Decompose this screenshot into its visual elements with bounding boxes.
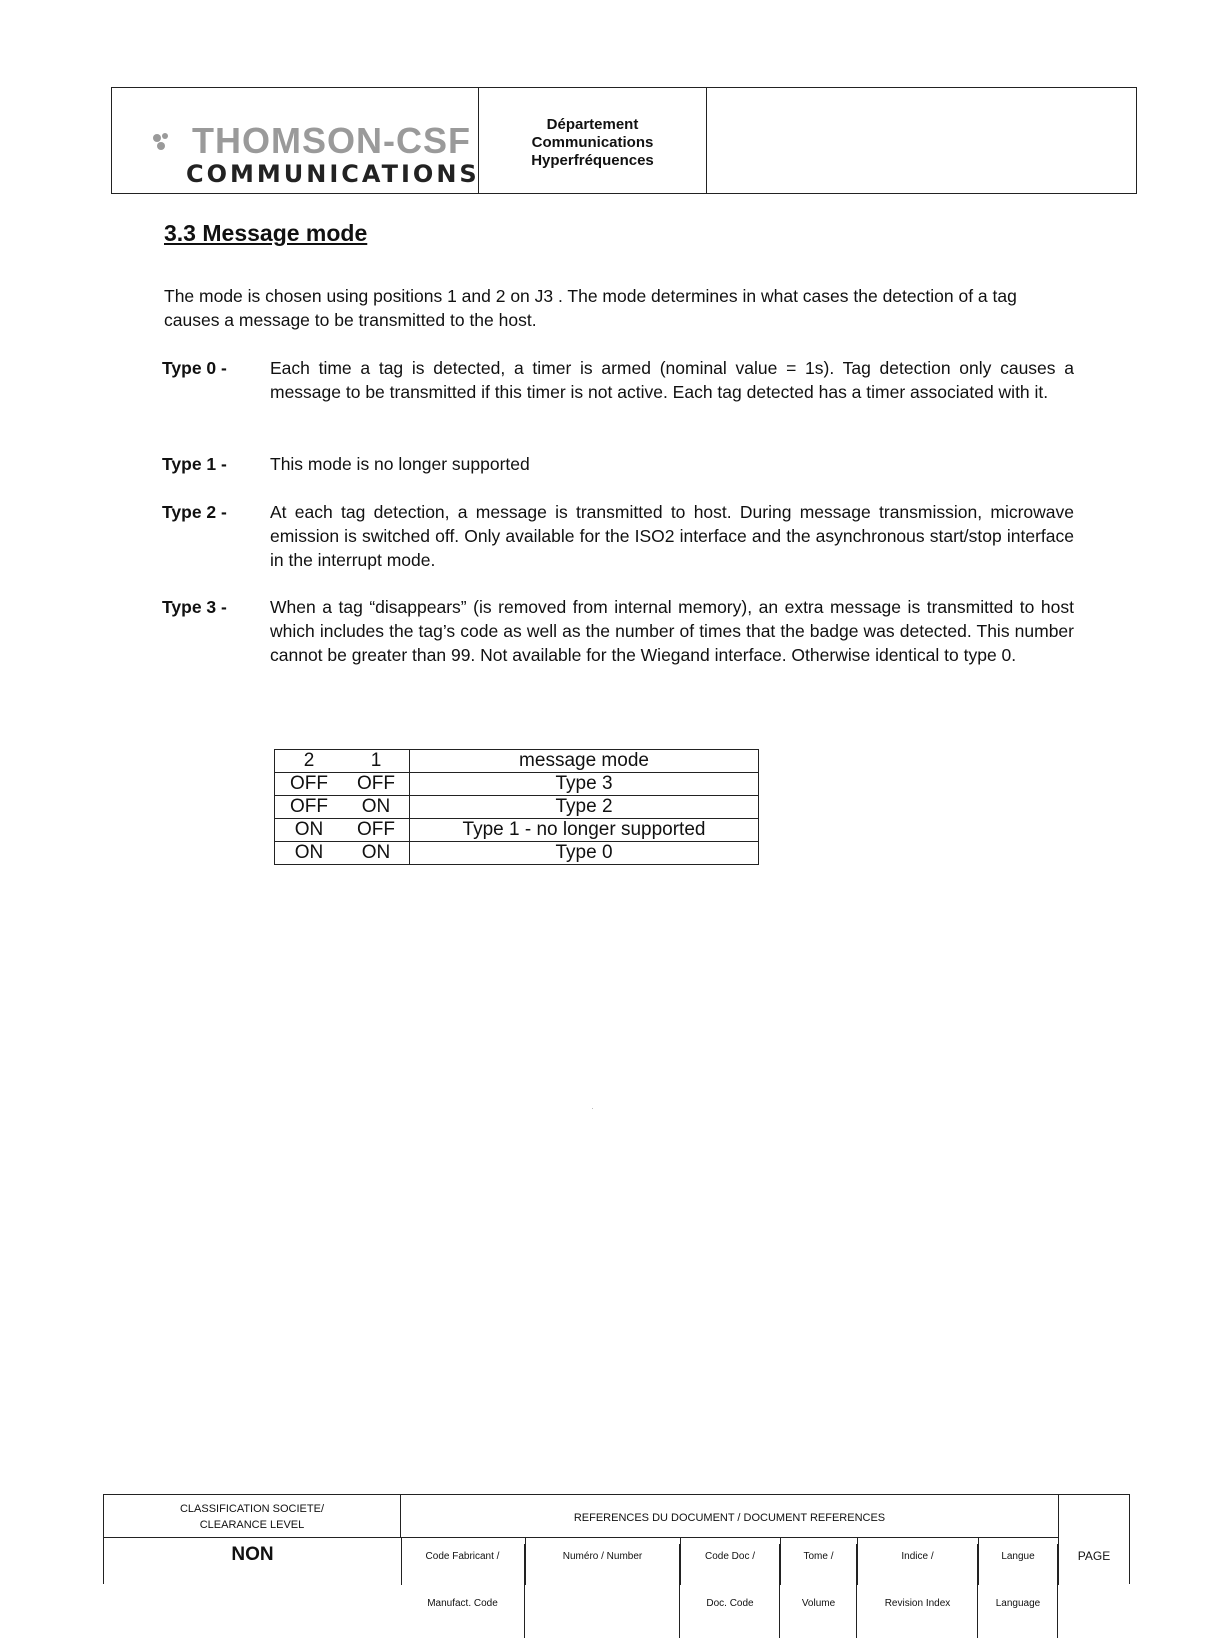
type-2-item: [162, 500, 1074, 572]
type-description: At each tag detection, a message is transmitted to host. During message transmission, microwave emission is switched off. Only available for the ISO2 interface and the asynchronous start/stop interface in the interrupt mode.: [270, 502, 1074, 570]
table-cell: message mode: [410, 750, 759, 773]
table-cell: ON: [275, 819, 344, 842]
classification-line-2: CLEARANCE LEVEL: [199, 1519, 305, 1531]
table-cell: 1: [343, 750, 410, 773]
ref-col-line-2: Doc. Code: [681, 1591, 780, 1638]
document-header: [111, 87, 1137, 194]
classification-value: NON: [104, 1538, 402, 1585]
reference-columns: [401, 1538, 1059, 1609]
table-cell: OFF: [275, 773, 344, 796]
table-cell: ON: [343, 842, 410, 865]
type-label: Type 2 -: [162, 502, 227, 522]
ref-col-manufact-code: [401, 1538, 526, 1609]
page-label: PAGE: [1077, 1549, 1111, 1563]
ref-col-line-1: Code Doc /: [681, 1544, 780, 1591]
thomson-logo-icon: [150, 130, 172, 152]
type-description: This mode is no longer supported: [270, 454, 530, 474]
ref-col-line-2: [526, 1591, 680, 1638]
type-description: Each time a tag is detected, a timer is armed (nominal value = 1s). Tag detection only causes a message to be transmitted if this timer is not active. Each tag detected has a timer associated with it.: [270, 358, 1074, 402]
type-label: Type 3 -: [162, 597, 227, 617]
table-cell: OFF: [275, 796, 344, 819]
ref-col-line-1: Tome /: [781, 1544, 857, 1591]
ref-col-volume: [781, 1538, 858, 1609]
table-cell: OFF: [343, 819, 410, 842]
table-cell: ON: [275, 842, 344, 865]
table-cell: Type 3: [410, 773, 759, 796]
dept-line-3: Hyperfréquences: [531, 152, 654, 169]
ref-col-line-1: Indice /: [858, 1544, 978, 1591]
table-header-row: [275, 750, 759, 773]
department-cell: [479, 88, 707, 193]
type-label: Type 1 -: [162, 454, 227, 474]
type-3-item: [162, 595, 1074, 667]
ref-col-line-2: Volume: [781, 1591, 857, 1638]
table-row: [275, 796, 759, 819]
classification-line-1: CLASSIFICATION SOCIETE/: [179, 1503, 325, 1515]
table-row: [275, 773, 759, 796]
ref-col-line-1: Code Fabricant /: [401, 1544, 525, 1591]
type-1-item: [162, 452, 1074, 476]
ref-col-line-2: Language: [979, 1591, 1058, 1638]
table-row: [275, 819, 759, 842]
ref-col-language: [979, 1538, 1059, 1609]
ref-col-line-2: Manufact. Code: [401, 1591, 525, 1638]
table-row: [275, 842, 759, 865]
document-footer: [103, 1494, 1130, 1609]
message-mode-table: [274, 749, 759, 865]
intro-paragraph: The mode is chosen using positions 1 and 2 on J3 . The mode determines in what cases the detection of a tag causes a message to be transmitted to the host.: [164, 286, 1017, 330]
table-cell: 2: [275, 750, 344, 773]
ref-col-number: [526, 1538, 681, 1585]
company-logo: [112, 88, 479, 193]
section-heading: 3.3 Message mode: [164, 220, 368, 246]
ref-col-line-1: Langue: [979, 1544, 1058, 1591]
dept-line-2: Communications: [531, 134, 654, 151]
logo-company-name: THOMSON-CSF: [192, 120, 471, 161]
scan-speck: [592, 1108, 593, 1109]
logo-division-name: COMMUNICATIONS: [186, 160, 480, 188]
ref-col-revision-index: [858, 1538, 979, 1609]
table-cell: Type 2: [410, 796, 759, 819]
dept-line-1: Département: [546, 116, 639, 133]
ref-col-line-2: Revision Index: [858, 1591, 978, 1638]
table-cell: OFF: [343, 773, 410, 796]
table-cell: ON: [343, 796, 410, 819]
classification-label-cell: [104, 1495, 401, 1538]
type-description: When a tag “disappears” (is removed from internal memory), an extra message is transmitted to host which includes the tag’s code as well as the number of times that the badge was detected. This number cannot be greater than 99. Not available for the Wiegand interface. Otherwise identical to type 0.: [270, 597, 1074, 665]
ref-col-line-1: Numéro / Number: [526, 1544, 680, 1591]
type-0-item: [162, 356, 1074, 404]
table-cell: Type 0: [410, 842, 759, 865]
ref-col-doc-code: [681, 1538, 781, 1609]
header-blank-cell: [707, 88, 1136, 193]
table-cell: Type 1 - no longer supported: [410, 819, 759, 842]
type-label: Type 0 -: [162, 358, 227, 378]
references-heading: REFERENCES DU DOCUMENT / DOCUMENT REFERENCES: [401, 1495, 1059, 1538]
